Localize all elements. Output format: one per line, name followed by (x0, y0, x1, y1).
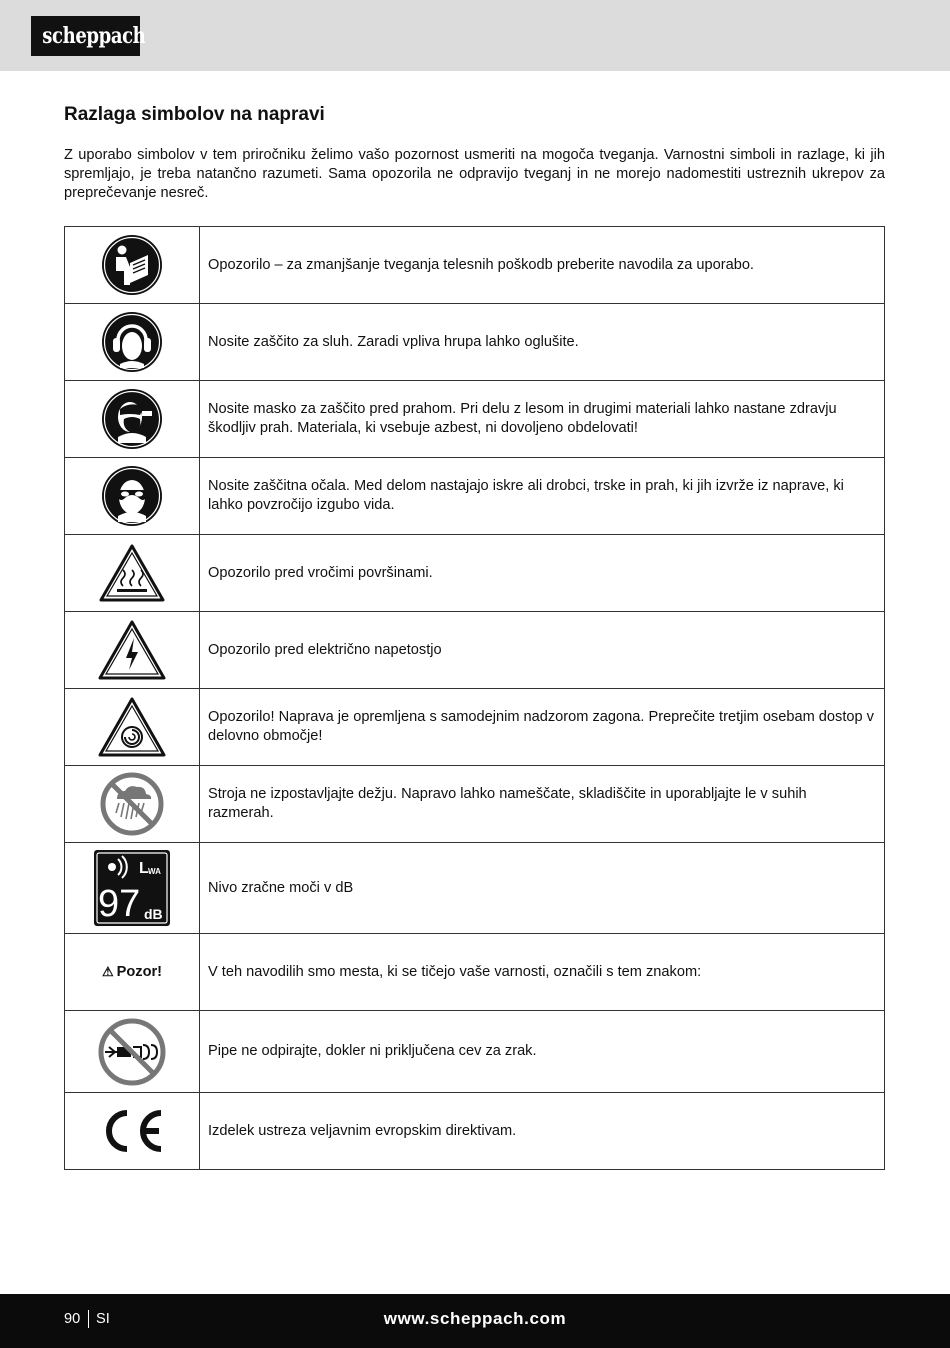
icon-cell (65, 1011, 200, 1093)
symbols-table (64, 226, 885, 1170)
hot-surface-warning-icon (99, 544, 165, 602)
pozor-label: Pozor! (116, 964, 163, 980)
table-row (65, 381, 885, 458)
table-row (65, 535, 885, 612)
lwa-subscript: WA (148, 867, 161, 876)
brand-logo: scheppach (31, 16, 140, 56)
icon-cell (65, 612, 200, 689)
symbol-description: Nosite zaščito za sluh. Zaradi vpliva hrupa lahko oglušite. (200, 304, 885, 381)
icon-cell (65, 458, 200, 535)
symbol-description: Izdelek ustreza veljavnim evropskim direktivam. (200, 1093, 885, 1170)
symbol-description: Opozorilo! Naprava je opremljena s samodejnim nadzorom zagona. Preprečite tretjim osebam dostop v delovno območje! (200, 689, 885, 766)
dust-mask-icon (100, 387, 164, 451)
symbol-description: Opozorilo pred vročimi površinami. (200, 535, 885, 612)
no-disconnect-hose-icon (97, 1017, 167, 1087)
symbol-description: Nosite zaščitna očala. Med delom nastajajo iskre ali drobci, trske in prah, ki jih izvrže iz naprave, ki lahko povzročijo izgubo vida. (200, 458, 885, 535)
symbol-description: Stroja ne izpostavljajte dežju. Napravo lahko nameščate, skladiščite in uporabljajte le v suhih razmerah. (200, 766, 885, 843)
icon-cell (65, 766, 200, 843)
header-band (0, 0, 950, 71)
table-row (65, 1011, 885, 1093)
sound-level-unit: dB (144, 906, 163, 922)
symbol-description: Nosite masko za zaščito pred prahom. Pri delu z lesom in drugimi materiali lahko nastane zdravju škodljiv prah. Materiala, ki vsebuje azbest, ni dovoljeno obdelovati! (200, 381, 885, 458)
table-row (65, 227, 885, 304)
icon-cell (65, 535, 200, 612)
page-number: 90 (64, 1311, 81, 1327)
icon-cell (65, 689, 200, 766)
table-row (65, 304, 885, 381)
icon-cell (65, 1093, 200, 1170)
section-title: Razlaga simbolov na napravi (64, 104, 325, 125)
electric-voltage-warning-icon (98, 620, 166, 680)
lwa-label: L (139, 860, 149, 877)
symbol-description: Pipe ne odpirajte, dokler ni priključena cev za zrak. (200, 1011, 885, 1093)
icon-cell (65, 934, 200, 1011)
icon-cell (65, 227, 200, 304)
safety-goggles-icon (100, 464, 164, 528)
symbol-description: Opozorilo pred električno napetostjo (200, 612, 885, 689)
page-language: SI (96, 1311, 110, 1327)
table-row (65, 766, 885, 843)
website-link[interactable]: www.scheppach.com (383, 1309, 567, 1328)
sound-level-value: 97 (98, 883, 141, 925)
table-row (65, 689, 885, 766)
ce-mark-icon (99, 1107, 165, 1155)
sound-power-level-icon (93, 849, 171, 927)
page-footer (0, 1294, 950, 1348)
table-row (65, 1093, 885, 1170)
table-row (65, 612, 885, 689)
warning-triangle-icon: ⚠ (101, 964, 114, 979)
read-manual-icon (100, 233, 164, 297)
no-rain-icon (99, 771, 165, 837)
icon-cell (65, 843, 200, 934)
icon-cell (65, 304, 200, 381)
symbol-description: V teh navodilih smo mesta, ki se tičejo vaše varnosti, označili s tem znakom: (200, 934, 885, 1011)
table-row (65, 843, 885, 934)
table-row (65, 458, 885, 535)
symbol-description: Nivo zračne moči v dB (200, 843, 885, 934)
icon-cell (65, 381, 200, 458)
automatic-start-warning-icon (98, 697, 166, 757)
intro-paragraph: Z uporabo simbolov v tem priročniku želimo vašo pozornost usmeriti na mogoča tveganja. Varnostni simboli in razlage, ki jih spremljajo, je treba natančno razumeti. Sama opozorila ne odpravijo tveganj in ne morejo nadomestiti ustreznih ukrepov za preprečevanje nesreč. (64, 147, 885, 201)
symbol-description: Opozorilo – za zmanjšanje tveganja telesnih poškodb preberite navodila za uporabo. (200, 227, 885, 304)
hearing-protection-icon (100, 310, 164, 374)
table-row (65, 934, 885, 1011)
